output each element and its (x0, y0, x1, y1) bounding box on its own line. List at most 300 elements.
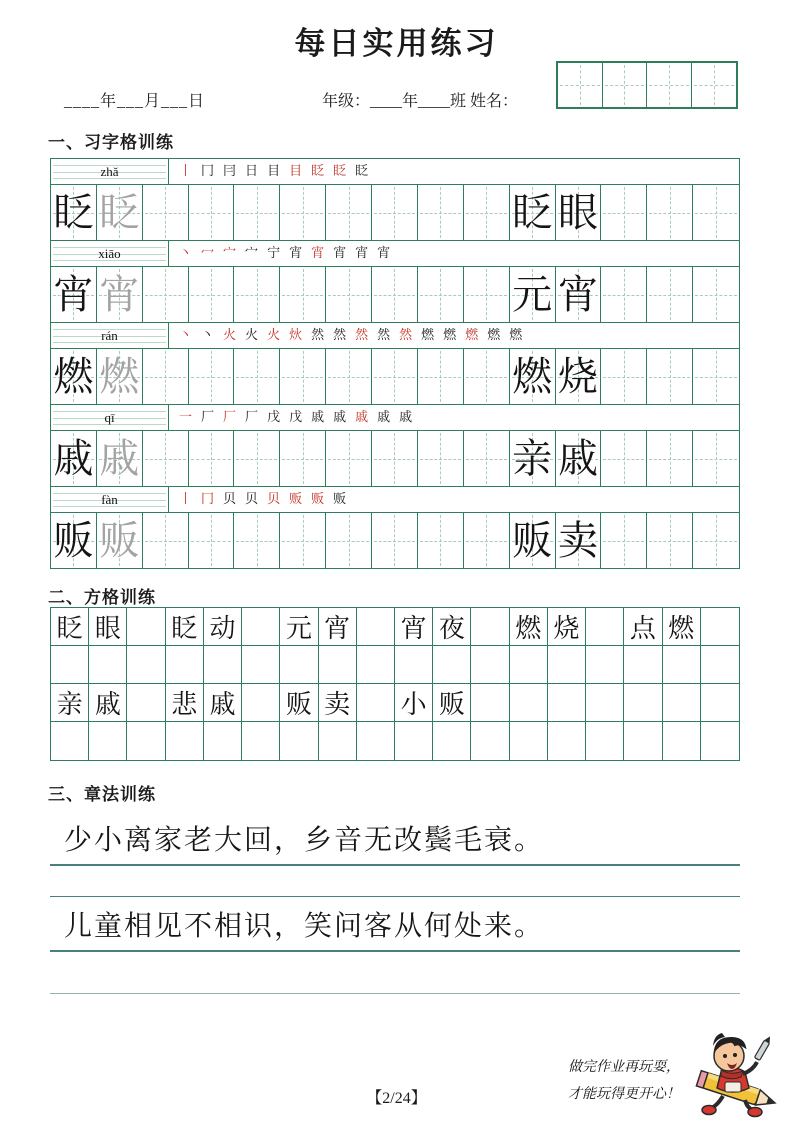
cell-dashed-horizontal-guide (420, 213, 461, 214)
cell-dashed-horizontal-guide (374, 213, 415, 214)
cell-dashed-vertical-guide (165, 433, 166, 484)
square-grid-cell-filled: 贩 (433, 684, 471, 721)
practice-group-header (51, 405, 739, 431)
stroke-step-glyph: 宀 (245, 246, 259, 261)
practice-character: 戚 (557, 435, 598, 482)
cell-dashed-vertical-guide (303, 269, 304, 320)
cell-dashed-vertical-guide (624, 515, 625, 566)
stroke-step-glyph: 宁 (267, 246, 281, 261)
stroke-step-glyph: 炏 (289, 328, 303, 343)
page-number: 【2/24】 (366, 1090, 427, 1107)
square-grid-cell-filled: 戚 (89, 684, 127, 721)
cell-dashed-horizontal-guide (649, 377, 690, 378)
cell-dashed-vertical-guide (716, 515, 717, 566)
cell-dashed-vertical-guide (670, 269, 671, 320)
practice-character: 眨 (99, 189, 140, 236)
cell-dashed-horizontal-guide (695, 541, 737, 542)
stroke-step-glyph: 贝 (267, 492, 281, 507)
cell-dashed-vertical-guide (440, 351, 441, 402)
cell-dashed-horizontal-guide (603, 213, 644, 214)
pinyin-box (51, 323, 169, 348)
pinyin-box (51, 405, 169, 430)
stroke-step-glyph: 戊 (267, 410, 281, 425)
empty-practice-cell (234, 349, 280, 404)
cell-dashed-vertical-guide (670, 351, 671, 402)
cell-dashed-horizontal-guide (145, 295, 186, 296)
cell-dashed-vertical-guide (303, 515, 304, 566)
square-grid-cell-empty (204, 722, 242, 760)
cell-dashed-vertical-guide (257, 433, 258, 484)
poem-line-2: 儿童相见不相识，笑问客从何处来。 (50, 897, 740, 952)
empty-practice-cell (601, 267, 647, 322)
empty-practice-cell (372, 431, 418, 486)
practice-character: 卖 (557, 517, 598, 564)
cell-dashed-vertical-guide (580, 65, 581, 105)
square-grid-cell-filled: 眼 (89, 608, 127, 645)
square-grid-cell-empty (471, 646, 509, 683)
square-grid-cell-filled: 戚 (204, 684, 242, 721)
cell-dashed-vertical-guide (716, 269, 717, 320)
empty-practice-cell (326, 267, 372, 322)
empty-practice-cell (601, 431, 647, 486)
cell-dashed-horizontal-guide (282, 213, 323, 214)
cell-dashed-vertical-guide (394, 515, 395, 566)
name-writing-grid (556, 61, 738, 109)
cell-dashed-vertical-guide (165, 187, 166, 238)
stroke-step-glyph: 丶 (179, 246, 193, 261)
empty-practice-cell (372, 349, 418, 404)
stroke-step-glyph: 厂 (245, 410, 259, 425)
cell-dashed-horizontal-guide (282, 377, 323, 378)
practice-character: 戚 (99, 435, 140, 482)
practice-group-贩 (51, 487, 739, 568)
square-grid-row (51, 722, 739, 760)
square-grid-cell-filled: 眨 (51, 608, 89, 645)
empty-practice-cell (647, 431, 693, 486)
square-grid-cell-filled: 亲 (51, 684, 89, 721)
cell-dashed-horizontal-guide (145, 541, 186, 542)
cell-dashed-horizontal-guide (145, 213, 186, 214)
stroke-step-glyph: 厂 (201, 410, 215, 425)
stroke-step-glyph: 燃 (487, 328, 501, 343)
empty-practice-cell (143, 185, 189, 240)
cell-dashed-vertical-guide (486, 351, 487, 402)
square-grid-row (51, 684, 739, 722)
cell-dashed-vertical-guide (394, 351, 395, 402)
cell-dashed-vertical-guide (624, 65, 625, 105)
pinyin-label: qī (104, 409, 115, 425)
square-grid-cell-empty (127, 684, 165, 721)
empty-practice-cell (693, 513, 739, 568)
cell-dashed-horizontal-guide (420, 377, 461, 378)
name-grid-cell (692, 63, 737, 107)
cell-dashed-horizontal-guide (374, 459, 415, 460)
empty-practice-cell (601, 185, 647, 240)
cell-dashed-vertical-guide (440, 187, 441, 238)
model-character-cell (51, 267, 97, 322)
pinyin-box (51, 241, 169, 266)
empty-practice-cell (693, 185, 739, 240)
word-character-cell (510, 349, 556, 404)
empty-practice-cell (372, 513, 418, 568)
practice-group-燃 (51, 323, 739, 405)
practice-group-宵 (51, 241, 739, 323)
cell-dashed-horizontal-guide (605, 85, 645, 86)
cell-dashed-horizontal-guide (466, 459, 507, 460)
cell-dashed-horizontal-guide (695, 295, 737, 296)
empty-practice-cell (693, 431, 739, 486)
cell-dashed-horizontal-guide (145, 459, 186, 460)
cell-dashed-horizontal-guide (420, 459, 461, 460)
square-grid-cell-empty (471, 684, 509, 721)
empty-practice-cell (372, 267, 418, 322)
cell-dashed-horizontal-guide (695, 459, 737, 460)
square-grid-cell-filled: 悲 (166, 684, 204, 721)
cell-dashed-vertical-guide (670, 433, 671, 484)
writing-blank-line-2 (50, 952, 740, 994)
cell-dashed-vertical-guide (303, 187, 304, 238)
cell-dashed-vertical-guide (349, 351, 350, 402)
square-grid-cell-empty (357, 646, 395, 683)
trace-character-cell (97, 267, 143, 322)
cell-dashed-horizontal-guide (282, 541, 323, 542)
empty-practice-cell (189, 267, 235, 322)
cell-dashed-horizontal-guide (328, 541, 369, 542)
practice-group-header (51, 487, 739, 513)
square-grid-cell-empty (586, 722, 624, 760)
square-grid-cell-empty (471, 722, 509, 760)
cell-dashed-vertical-guide (211, 269, 212, 320)
stroke-step-glyph: 丶 (201, 328, 215, 343)
stroke-step-glyph: 戚 (399, 410, 413, 425)
stroke-step-glyph: 目 (267, 164, 281, 179)
pinyin-box (51, 487, 169, 512)
square-grid-cell-empty (280, 722, 318, 760)
practice-character: 贩 (99, 517, 140, 564)
cell-dashed-horizontal-guide (328, 459, 369, 460)
square-grid-cell-empty (471, 608, 509, 645)
model-character-cell (51, 349, 97, 404)
character-practice-table (50, 158, 740, 569)
mascot-speech-text (550, 1054, 680, 1107)
mascot-footer (535, 1030, 785, 1120)
cell-dashed-horizontal-guide (236, 541, 277, 542)
practice-group-header (51, 323, 739, 349)
cell-dashed-horizontal-guide (191, 541, 232, 542)
cell-dashed-horizontal-guide (282, 459, 323, 460)
empty-practice-cell (326, 349, 372, 404)
stroke-step-glyph: 戚 (355, 410, 369, 425)
square-grid-cell-empty (51, 646, 89, 683)
stroke-order-sequence (169, 323, 739, 348)
cell-dashed-horizontal-guide (466, 377, 507, 378)
name-grid-cell (558, 63, 603, 107)
practice-cells-row (51, 513, 739, 568)
empty-practice-cell (647, 185, 693, 240)
cell-dashed-horizontal-guide (603, 459, 644, 460)
square-grid-cell-empty (701, 684, 739, 721)
cell-dashed-horizontal-guide (374, 295, 415, 296)
empty-practice-cell (647, 513, 693, 568)
cell-dashed-vertical-guide (670, 515, 671, 566)
cell-dashed-vertical-guide (257, 187, 258, 238)
square-grid-cell-empty (204, 646, 242, 683)
square-grid-cell-filled: 宵 (319, 608, 357, 645)
word-character-cell (556, 513, 602, 568)
empty-practice-cell (280, 185, 326, 240)
square-grid-cell-filled: 夜 (433, 608, 471, 645)
square-grid-cell-filled: 烧 (548, 608, 586, 645)
practice-character: 戚 (53, 435, 94, 482)
square-grid-cell-empty (433, 722, 471, 760)
stroke-step-glyph: 贝 (223, 492, 237, 507)
practice-character: 宵 (99, 271, 140, 318)
cell-dashed-horizontal-guide (649, 85, 689, 86)
cell-dashed-vertical-guide (165, 515, 166, 566)
cell-dashed-vertical-guide (165, 269, 166, 320)
stroke-step-glyph: 目 (289, 164, 303, 179)
stroke-step-glyph: 贩 (333, 492, 347, 507)
page-title: 每日实用练习 (294, 26, 499, 61)
practice-character: 贩 (512, 517, 553, 564)
square-grid-cell-empty (701, 722, 739, 760)
stroke-step-glyph: 戚 (311, 410, 325, 425)
stroke-step-glyph: 日 (245, 164, 259, 179)
word-character-cell (556, 431, 602, 486)
square-grid-cell-empty (624, 684, 662, 721)
square-grid-cell-empty (663, 722, 701, 760)
empty-practice-cell (464, 513, 510, 568)
cell-dashed-vertical-guide (716, 433, 717, 484)
practice-character: 宵 (557, 271, 598, 318)
stroke-step-glyph: 戊 (289, 410, 303, 425)
word-character-cell (556, 267, 602, 322)
square-grid-cell-empty (242, 684, 280, 721)
square-grid-cell-empty (586, 608, 624, 645)
stroke-step-glyph: 燃 (421, 328, 435, 343)
stroke-step-glyph: 冖 (201, 246, 215, 261)
trace-character-cell (97, 431, 143, 486)
square-grid-cell-empty (242, 722, 280, 760)
pinyin-label: fàn (101, 491, 118, 507)
stroke-order-sequence (169, 487, 739, 512)
square-grid-cell-empty (51, 722, 89, 760)
empty-practice-cell (234, 267, 280, 322)
cell-dashed-vertical-guide (669, 65, 670, 105)
cell-dashed-horizontal-guide (236, 459, 277, 460)
cell-dashed-horizontal-guide (695, 377, 737, 378)
stroke-step-glyph: 宵 (377, 246, 391, 261)
pinyin-label: xiāo (98, 245, 121, 261)
square-grid-cell-filled: 小 (395, 684, 433, 721)
empty-practice-cell (647, 267, 693, 322)
pencil-boy-mascot-illustration (685, 1030, 785, 1120)
practice-cells-row (51, 185, 739, 240)
practice-cells-row (51, 267, 739, 322)
cell-dashed-horizontal-guide (374, 541, 415, 542)
square-grid-cell-empty (395, 646, 433, 683)
cell-dashed-horizontal-guide (649, 295, 690, 296)
square-grid-cell-empty (127, 646, 165, 683)
section2-heading: 二、方格训练 (48, 588, 156, 607)
cell-dashed-vertical-guide (349, 269, 350, 320)
square-grid-cell-empty (357, 684, 395, 721)
stroke-step-glyph: 戚 (333, 410, 347, 425)
model-character-cell (51, 431, 97, 486)
cell-dashed-horizontal-guide (282, 295, 323, 296)
stroke-order-sequence (169, 241, 739, 266)
writing-blank-line-1 (50, 866, 740, 897)
cell-dashed-vertical-guide (349, 433, 350, 484)
cell-dashed-horizontal-guide (328, 377, 369, 378)
practice-character: 燃 (512, 353, 553, 400)
square-grid-cell-filled: 贩 (280, 684, 318, 721)
stroke-step-glyph: 火 (245, 328, 259, 343)
empty-practice-cell (418, 185, 464, 240)
cell-dashed-horizontal-guide (236, 295, 277, 296)
cell-dashed-vertical-guide (211, 187, 212, 238)
stroke-order-sequence (169, 159, 739, 184)
practice-group-戚 (51, 405, 739, 487)
cell-dashed-horizontal-guide (191, 213, 232, 214)
stroke-step-glyph: 宵 (311, 246, 325, 261)
square-grid-cell-empty (89, 646, 127, 683)
cell-dashed-vertical-guide (394, 187, 395, 238)
stroke-step-glyph: 戚 (377, 410, 391, 425)
empty-practice-cell (647, 349, 693, 404)
square-grid-cell-empty (701, 646, 739, 683)
stroke-step-glyph: 然 (399, 328, 413, 343)
square-grid-cell-empty (242, 646, 280, 683)
cell-dashed-vertical-guide (486, 187, 487, 238)
trace-character-cell (97, 185, 143, 240)
word-character-cell (556, 185, 602, 240)
square-grid-cell-empty (357, 722, 395, 760)
grade-class-name-line: 年级：____年____班 姓名： (322, 93, 519, 110)
cell-dashed-vertical-guide (211, 351, 212, 402)
empty-practice-cell (234, 431, 280, 486)
empty-practice-cell (372, 185, 418, 240)
cell-dashed-horizontal-guide (420, 541, 461, 542)
cell-dashed-horizontal-guide (466, 213, 507, 214)
cell-dashed-horizontal-guide (649, 541, 690, 542)
square-grid-cell-empty (624, 722, 662, 760)
empty-practice-cell (418, 349, 464, 404)
empty-practice-cell (418, 513, 464, 568)
cell-dashed-vertical-guide (303, 433, 304, 484)
cell-dashed-horizontal-guide (328, 213, 369, 214)
word-character-cell (510, 267, 556, 322)
square-grid-cell-empty (166, 646, 204, 683)
square-grid-cell-empty (166, 722, 204, 760)
square-grid-cell-empty (127, 722, 165, 760)
stroke-step-glyph: 冂 (201, 492, 215, 507)
practice-character: 元 (512, 271, 553, 318)
square-grid-cell-empty (663, 646, 701, 683)
square-grid-cell-filled: 元 (280, 608, 318, 645)
cell-dashed-vertical-guide (624, 187, 625, 238)
name-grid-cell (647, 63, 692, 107)
empty-practice-cell (601, 513, 647, 568)
empty-practice-cell (234, 513, 280, 568)
square-grid-cell-filled: 燃 (663, 608, 701, 645)
square-grid-cell-empty (586, 646, 624, 683)
square-grid-cell-empty (319, 646, 357, 683)
square-grid-cell-empty (280, 646, 318, 683)
square-grid-cell-filled: 宵 (395, 608, 433, 645)
mascot-speech-line1: 做完作业再玩耍， (568, 1059, 680, 1075)
cell-dashed-vertical-guide (716, 351, 717, 402)
empty-practice-cell (326, 431, 372, 486)
cell-dashed-vertical-guide (440, 269, 441, 320)
practice-cells-row (51, 431, 739, 486)
square-grid-cell-empty (127, 608, 165, 645)
stroke-step-glyph: 厂 (223, 410, 237, 425)
practice-character: 亲 (512, 435, 553, 482)
pinyin-label: zhǎ (100, 163, 119, 179)
cell-dashed-vertical-guide (714, 65, 715, 105)
word-practice-grid (50, 607, 740, 761)
practice-group-header (51, 159, 739, 185)
square-grid-cell-empty (395, 722, 433, 760)
empty-practice-cell (418, 431, 464, 486)
date-line: ____年___月___日 (64, 93, 206, 110)
square-grid-cell-empty (242, 608, 280, 645)
empty-practice-cell (326, 513, 372, 568)
empty-practice-cell (693, 267, 739, 322)
cell-dashed-horizontal-guide (236, 377, 277, 378)
cell-dashed-vertical-guide (303, 351, 304, 402)
cell-dashed-vertical-guide (211, 515, 212, 566)
cell-dashed-horizontal-guide (191, 295, 232, 296)
cell-dashed-horizontal-guide (695, 213, 737, 214)
empty-practice-cell (464, 185, 510, 240)
stroke-step-glyph: 冃 (223, 164, 237, 179)
practice-character: 燃 (53, 353, 94, 400)
practice-character: 烧 (557, 353, 598, 400)
model-character-cell (51, 513, 97, 568)
cell-dashed-horizontal-guide (466, 295, 507, 296)
empty-practice-cell (693, 349, 739, 404)
cell-dashed-horizontal-guide (649, 213, 690, 214)
stroke-step-glyph: 然 (311, 328, 325, 343)
empty-practice-cell (418, 267, 464, 322)
empty-practice-cell (464, 267, 510, 322)
stroke-step-glyph: 眨 (333, 164, 347, 179)
empty-practice-cell (143, 431, 189, 486)
empty-practice-cell (189, 513, 235, 568)
empty-practice-cell (326, 185, 372, 240)
square-grid-cell-empty (548, 646, 586, 683)
empty-practice-cell (601, 349, 647, 404)
mascot-speech-line2: 才能玩得更开心！ (568, 1085, 680, 1102)
cell-dashed-vertical-guide (716, 187, 717, 238)
cell-dashed-vertical-guide (624, 351, 625, 402)
square-grid-cell-empty (701, 608, 739, 645)
stroke-step-glyph: 然 (355, 328, 369, 343)
cell-dashed-vertical-guide (349, 187, 350, 238)
stroke-step-glyph: 丨 (179, 164, 193, 179)
stroke-step-glyph: 贩 (311, 492, 325, 507)
cell-dashed-horizontal-guide (466, 541, 507, 542)
square-grid-cell-filled: 动 (204, 608, 242, 645)
cell-dashed-horizontal-guide (603, 377, 644, 378)
stroke-step-glyph: 火 (267, 328, 281, 343)
square-grid-cell-empty (663, 684, 701, 721)
empty-practice-cell (464, 349, 510, 404)
stroke-step-glyph: 宵 (333, 246, 347, 261)
cell-dashed-vertical-guide (394, 433, 395, 484)
